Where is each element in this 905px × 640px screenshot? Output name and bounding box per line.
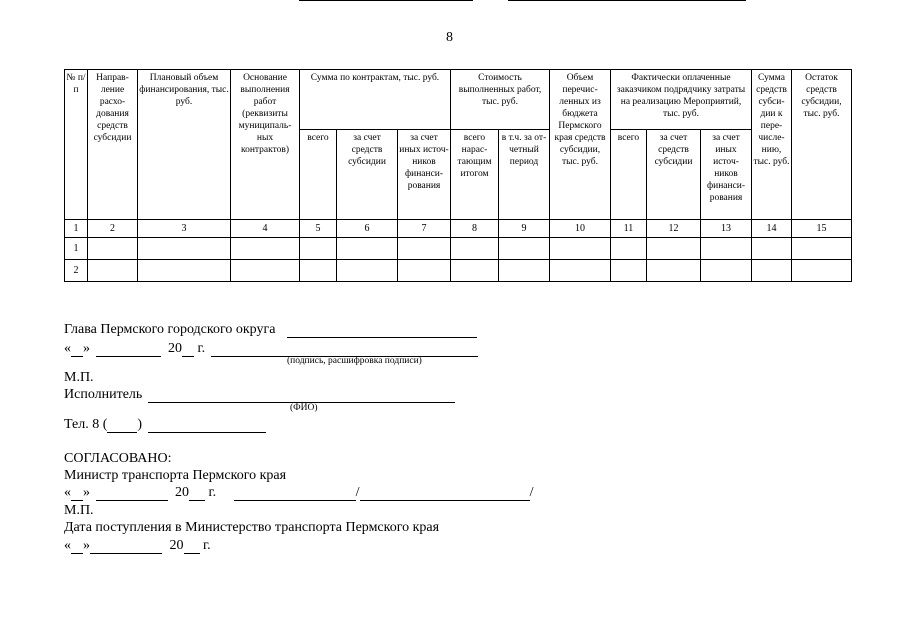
table-cell[interactable] <box>398 260 451 282</box>
header-transferred-volume: Объем перечис-ленных из бюджета Пермского края средств субсидии, тыс. руб. <box>550 70 611 220</box>
minister-signature-field[interactable] <box>234 486 356 501</box>
top-rule-left <box>299 0 473 1</box>
executor-label: Исполнитель <box>64 387 143 402</box>
table-cell[interactable] <box>337 260 398 282</box>
column-number: 3 <box>138 220 231 238</box>
table-cell[interactable] <box>138 238 231 260</box>
table-cell[interactable] <box>792 238 852 260</box>
header-basis: Основание выполнения работ (реквизиты муниципаль-ных контрактов) <box>231 70 300 220</box>
table-cell[interactable] <box>451 260 499 282</box>
header-subsidy-to-transfer: Сумма средств субси-дии к пере-числе-нию, тыс. руб. <box>752 70 792 220</box>
column-number: 14 <box>752 220 792 238</box>
column-number: 10 <box>550 220 611 238</box>
header-num: № п/п <box>65 70 88 220</box>
column-number-row <box>65 220 852 238</box>
quote-close: » <box>83 485 90 500</box>
column-number: 5 <box>300 220 337 238</box>
year-field[interactable] <box>184 539 200 554</box>
table-cell[interactable] <box>398 238 451 260</box>
header-paid-group: Фактически оплаченные заказчиком подрядчику затраты на реализацию Мероприятий, тыс. руб. <box>611 70 752 130</box>
header-paid-other: за счет иных источ-ников финанси-рования <box>701 130 752 220</box>
table-cell[interactable] <box>231 260 300 282</box>
table-cell[interactable] <box>88 260 138 282</box>
top-rule-right <box>508 0 746 1</box>
table-cell[interactable] <box>300 238 337 260</box>
signature-decoding-field[interactable] <box>211 342 478 357</box>
year-field[interactable] <box>182 342 194 357</box>
minister-label: Министр транспорта Пермского края <box>64 468 287 483</box>
minister-name-field[interactable] <box>360 486 530 501</box>
stamp-label: М.П. <box>64 370 94 385</box>
header-cost-cumulative: всего нарас-тающим итогом <box>451 130 499 220</box>
agreed-label: СОГЛАСОВАНО: <box>64 451 172 466</box>
quote-close: » <box>83 341 90 356</box>
column-number: 6 <box>337 220 398 238</box>
column-number: 2 <box>88 220 138 238</box>
header-paid-subsidy: за счет средств субсидии <box>647 130 701 220</box>
column-number: 8 <box>451 220 499 238</box>
header-subsidy-balance: Остаток средств субсидии, тыс. руб. <box>792 70 852 220</box>
table-cell[interactable] <box>499 238 550 260</box>
header-cost-period: в т.ч. за от-четный период <box>499 130 550 220</box>
table-cell[interactable] <box>701 238 752 260</box>
quote-close: » <box>83 538 90 553</box>
signature-caption: (подпись, расшифровка подписи) <box>287 356 422 366</box>
fio-caption: (ФИО) <box>290 403 318 413</box>
page-number: 8 <box>446 30 453 45</box>
phone-code-field[interactable] <box>107 418 137 433</box>
table-cell[interactable] <box>337 238 398 260</box>
month-field[interactable] <box>90 539 162 554</box>
receipt-label: Дата поступления в Министерство транспорта Пермского края <box>64 520 440 535</box>
year-prefix: 20 <box>168 341 182 356</box>
row-number: 2 <box>65 260 88 282</box>
day-field[interactable] <box>71 539 83 554</box>
slash: / <box>355 485 360 500</box>
head-label: Глава Пермского городского округа <box>64 322 276 337</box>
table-cell[interactable] <box>647 238 701 260</box>
minister-date-line <box>64 485 533 501</box>
head-date-line <box>64 341 478 357</box>
table-cell[interactable] <box>451 238 499 260</box>
stamp-label-2: М.П. <box>64 503 94 518</box>
column-number: 1 <box>65 220 88 238</box>
phone-close: ) <box>137 417 143 432</box>
table-cell[interactable] <box>138 260 231 282</box>
phone-line <box>64 417 266 433</box>
table-row <box>65 238 852 260</box>
header-contracts-subsidy: за счет средств субсидии <box>337 130 398 220</box>
table-cell[interactable] <box>499 260 550 282</box>
header-contracts-other: за счет иных источ-ников финанси-рования <box>398 130 451 220</box>
header-contracts-group: Сумма по контрактам, тыс. руб. <box>300 70 451 130</box>
phone-label: Тел. 8 ( <box>64 417 108 432</box>
table-cell[interactable] <box>647 260 701 282</box>
table-cell[interactable] <box>88 238 138 260</box>
day-field[interactable] <box>71 342 83 357</box>
table-cell[interactable] <box>550 238 611 260</box>
month-field[interactable] <box>96 486 168 501</box>
column-number: 12 <box>647 220 701 238</box>
column-number: 9 <box>499 220 550 238</box>
table-cell[interactable] <box>752 260 792 282</box>
table-cell[interactable] <box>752 238 792 260</box>
table-row <box>65 260 852 282</box>
table-cell[interactable] <box>611 238 647 260</box>
column-number: 15 <box>792 220 852 238</box>
executor-line <box>64 387 455 403</box>
year-field[interactable] <box>189 486 205 501</box>
quote-open: « <box>64 341 71 356</box>
column-number: 13 <box>701 220 752 238</box>
table-cell[interactable] <box>792 260 852 282</box>
quote-open: « <box>64 538 71 553</box>
head-signature-field[interactable] <box>287 323 477 338</box>
receipt-date-line <box>64 538 211 554</box>
header-contracts-total: всего <box>300 130 337 220</box>
executor-field[interactable] <box>148 388 455 403</box>
table-cell[interactable] <box>611 260 647 282</box>
table-cell[interactable] <box>701 260 752 282</box>
report-table <box>64 69 852 282</box>
header-planned-volume: Плановый объем финансирования, тыс. руб. <box>138 70 231 220</box>
table-cell[interactable] <box>550 260 611 282</box>
row-number: 1 <box>65 238 88 260</box>
phone-number-field[interactable] <box>148 418 266 433</box>
column-number: 4 <box>231 220 300 238</box>
column-number: 11 <box>611 220 647 238</box>
quote-open: « <box>64 485 71 500</box>
slash: / <box>529 485 534 500</box>
year-suffix: г. <box>208 485 217 500</box>
day-field[interactable] <box>71 486 83 501</box>
table-cell[interactable] <box>300 260 337 282</box>
header-cost-group: Стоимость выполненных работ, тыс. руб. <box>451 70 550 130</box>
table-cell[interactable] <box>231 238 300 260</box>
year-suffix: г. <box>197 341 206 356</box>
header-paid-total: всего <box>611 130 647 220</box>
year-prefix: 20 <box>175 485 189 500</box>
header-direction: Направ-ление расхо-дования средств субсидии <box>88 70 138 220</box>
year-suffix: г. <box>203 538 211 553</box>
year-prefix: 20 <box>169 538 184 553</box>
column-number: 7 <box>398 220 451 238</box>
month-field[interactable] <box>96 342 161 357</box>
head-line <box>64 322 477 338</box>
